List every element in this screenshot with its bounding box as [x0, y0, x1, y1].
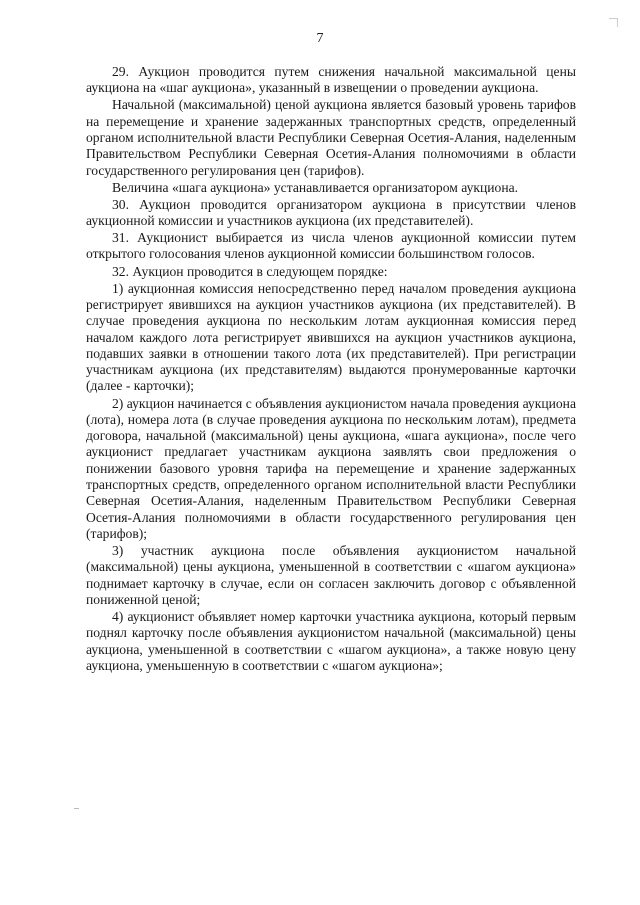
paragraph-29: 29. Аукцион проводится путем снижения начальной максимальной цены аукциона на «шаг аукциона», указанный в извещении о проведении аукциона. — [86, 64, 576, 96]
paragraph-32: 32. Аукцион проводится в следующем порядке: — [112, 263, 388, 279]
paragraph-30: 30. Аукцион проводится организатором аукциона в присутствии членов аукционной комиссии и участников аукциона (их представителей). — [86, 196, 576, 229]
paragraph-initial-price: Начальной (максимальной) ценой аукциона является базовый уровень тарифов на перемещение и хранение задержанных транспортных средств, определенный органом исполнительной власти Республики Северная Осетия-Алания, наделенным Правительством Республики Северная Осетия-Алания полномочиями в области государственного регулирования цен (тарифов). — [86, 97, 576, 178]
list-item-4: 4) аукционист объявляет номер карточки участника аукциона, который первым поднял карточку после объявления аукционистом начальной (максимальной) цены аукциона, уменьшенной в соответствии с «шагом аукциона», а также новую цену аукциона, уменьшенную в соответствии с «шагом аукциона»; — [86, 608, 576, 673]
scan-corner-mark — [609, 18, 618, 27]
page-number: 7 — [316, 31, 324, 46]
document-body — [86, 64, 576, 675]
list-item-1: 1) аукционная комиссия непосредственно перед началом проведения аукциона регистрирует явившихся на аукцион участников аукциона (их представителей). В случае проведения аукциона по нескольким лотам аукционная комиссия перед началом каждого лота регистрирует явившихся на аукцион участников аукциона, подавших заявки в отношении такого лота (их представителей). При регистрации участникам аукциона (их представителям) выдаются пронумерованные карточки (далее - карточки); — [86, 280, 576, 394]
scan-margin-mark — [74, 808, 79, 809]
paragraph-31: 31. Аукционист выбирается из числа членов аукционной комиссии путем открытого голосования членов аукционной комиссии большинством голосов. — [86, 230, 576, 262]
list-item-2: 2) аукцион начинается с объявления аукционистом начала проведения аукциона (лота), номера лота (в случае проведения аукциона по нескольким лотам), предмета договора, начальной (максимальной) цены аукциона, «шага аукциона», после чего аукционист предлагает участникам аукциона заявлять свои предложения о понижении базового уровня тарифа на перемещение и хранение задержанных транспортных средств, определенного органом исполнительной власти Республики Северная Осетия-Алания, наделенным Правительством Республики Северная Осетия-Алания полномочиями в области государственного регулирования цен (тарифов); — [86, 395, 576, 541]
list-item-3: 3) участник аукциона после объявления аукционистом начальной (максимальной) цены аукциона, уменьшенной в соответствии с «шагом аукциона» поднимает карточку в случае, если он согласен заключить договор с объявленной пониженной ценой; — [86, 542, 576, 607]
paragraph-auction-step: Величина «шага аукциона» устанавливается организатором аукциона. — [112, 179, 519, 195]
